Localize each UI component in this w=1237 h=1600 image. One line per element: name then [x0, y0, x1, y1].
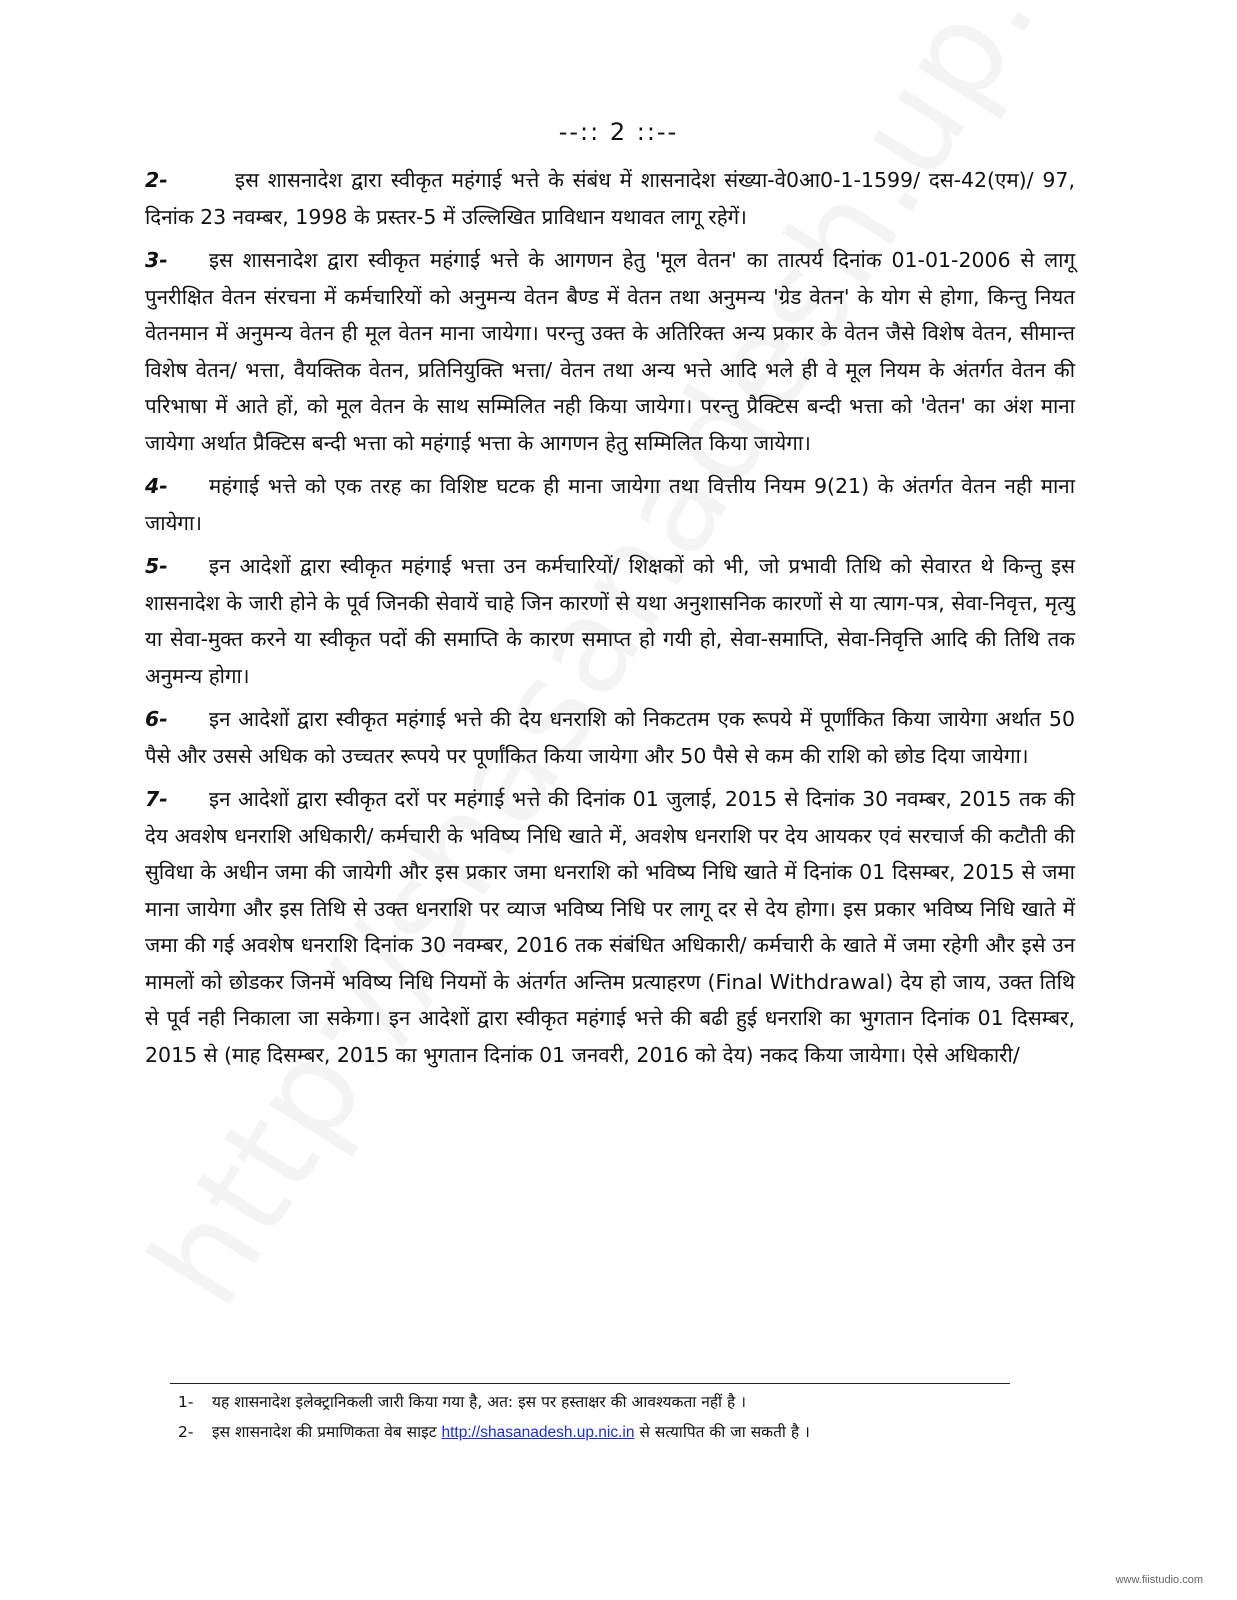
- footnote-text-end: से सत्यापित की जा सकती है ।: [639, 1423, 810, 1441]
- paragraph-5: [145, 548, 1075, 694]
- paragraph-number: 3-: [145, 248, 168, 272]
- paragraph-3: [145, 242, 1075, 461]
- verification-website-link[interactable]: http://shasanadesh.up.nic.in: [441, 1424, 635, 1441]
- footnote-number: 2-: [178, 1423, 194, 1441]
- paragraph-2: [145, 162, 1075, 235]
- footnote-1: [178, 1387, 1038, 1417]
- footnote-text: यह शासनादेश इलेक्ट्रानिकली जारी किया गया है, अत: इस पर हस्ताक्षर की आवश्यकता नहीं है ।: [212, 1393, 747, 1411]
- paragraph-4: [145, 468, 1075, 541]
- footnote-text: इस शासनादेश की प्रमाणिकता वेब साइट: [212, 1423, 437, 1441]
- paragraph-text: इन आदेशों द्वारा स्वीकृत दरों पर महंगाई भत्ते की दिनांक 01 जुलाई, 2015 से दिनांक 30 नवम्बर, 2015 तक की देय अवशेष धनराशि अधिकारी/ कर्मचारी के भविष्य निधि खाते में, अवशेष धनराशि पर देय आयकर एवं सरचार्ज की कटौती की सुविधा के अधीन जमा की जायेगी और इस प्रकार जमा धनराशि को भविष्य निधि खाते में दिनांक 01 दिसम्बर, 2015 से जमा माना जायेगा और इस तिथि से उक्त धनराशि पर व्याज भविष्य निधि पर लागू दर से देय होगा। इस प्रकार भविष्य निधि खाते में जमा की गई अवशेष धनराशि दिनांक 30 नवम्बर, 2016 तक संबंधित अधिकारी/ कर्मचारी के खाते में जमा रहेगी और इसे उन मामलों को छोडकर जिनमें भविष्य निधि नियमों के अंतर्गत अन्तिम प्रत्याहरण (Final Withdrawal) देय हो जाय, उक्त तिथि से पूर्व नही निकाला जा सकेगा। इन आदेशों द्वारा स्वीकृत महंगाई भत्ते की बढी हुई धनराशि का भुगतान दिनांक 01 दिसम्बर, 2015 से (माह दिसम्बर, 2015 का भुगतान दिनांक 01 जनवरी, 2016 को देय) नकद किया जायेगा। ऐसे अधिकारी/: [145, 787, 1075, 1067]
- paragraph-number: 6-: [145, 707, 168, 731]
- footnote-divider: [170, 1383, 1010, 1384]
- paragraph-number: 2-: [145, 168, 168, 192]
- paragraph-number: 7-: [145, 787, 168, 811]
- footnote-2: [178, 1417, 1038, 1448]
- page-number-header: --:: 2 ::--: [558, 118, 679, 146]
- paragraph-text: इन आदेशों द्वारा स्वीकृत महंगाई भत्ते की देय धनराशि को निकटतम एक रूपये में पूर्णांकित किया जायेगा अर्थात 50 पैसे और उससे अधिक को उच्चतर रूपये पर पूर्णांकित किया जायेगा और 50 पैसे से कम की राशि को छोड दिया जायेगा।: [145, 707, 1075, 768]
- paragraph-number: 5-: [145, 554, 168, 578]
- paragraph-number: 4-: [145, 474, 168, 498]
- paragraph-text: महंगाई भत्ते को एक तरह का विशिष्ट घटक ही माना जायेगा तथा वित्तीय नियम 9(21) के अंतर्गत वेतन नही माना जायेगा।: [145, 474, 1075, 535]
- footnotes: [178, 1387, 1038, 1448]
- paragraph-6: [145, 701, 1075, 774]
- paragraph-text: इस शासनादेश द्वारा स्वीकृत महंगाई भत्ते के संबंध में शासनादेश संख्या-वे0आ0-1-1599/ दस-42(एम)/ 97, दिनांक 23 नवम्बर, 1998 के प्रस्तर-5 में उल्लिखित प्राविधान यथावत लागू रहेगें।: [145, 168, 1075, 229]
- site-credit: www.fiistudio.com: [1115, 1574, 1203, 1586]
- document-body: [145, 162, 1075, 1080]
- paragraph-7: [145, 781, 1075, 1073]
- footnote-number: 1-: [178, 1393, 194, 1411]
- paragraph-text: इन आदेशों द्वारा स्वीकृत महंगाई भत्ता उन कर्मचारियों/ शिक्षकों को भी, जो प्रभावी तिथि को सेवारत थे किन्तु इस शासनादेश के जारी होने के पूर्व जिनकी सेवायें चाहे जिन कारणों से यथा अनुशासनिक कारणों से या त्याग-पत्र, सेवा-निवृत्त, मृत्यु या सेवा-मुक्त करने या स्वीकृत पदों की समाप्ति के कारण समाप्त हो गयी हो, सेवा-समाप्ति, सेवा-निवृत्ति आदि की तिथि तक अनुमन्य होगा।: [145, 554, 1075, 688]
- paragraph-text: इस शासनादेश द्वारा स्वीकृत महंगाई भत्ते के आगणन हेतु 'मूल वेतन' का तात्पर्य दिनांक 01-01-2006 से लागू पुनरीक्षित वेतन संरचना में कर्मचारियों को अनुमन्य वेतन बैण्ड में वेतन तथा अनुमन्य 'ग्रेड वेतन' के योग से होगा, किन्तु नियत वेतनमान में अनुमन्य वेतन ही मूल वेतन माना जायेगा। परन्तु उक्त के अतिरिक्त अन्य प्रकार के वेतन जैसे विशेष वेतन, सीमान्त विशेष वेतन/ भत्ता, वैयक्तिक वेतन, प्रतिनियुक्ति भत्ता/ वेतन तथा अन्य भत्ते आदि भले ही वे मूल नियम के अंतर्गत वेतन की परिभाषा में आते हों, को मूल वेतन के साथ सम्मिलित नही किया जायेगा। परन्तु प्रैक्टिस बन्दी भत्ता को 'वेतन' का अंश माना जायेगा अर्थात प्रैक्टिस बन्दी भत्ता को महंगाई भत्ता के आगणन हेतु सम्मिलित किया जायेगा।: [145, 248, 1075, 455]
